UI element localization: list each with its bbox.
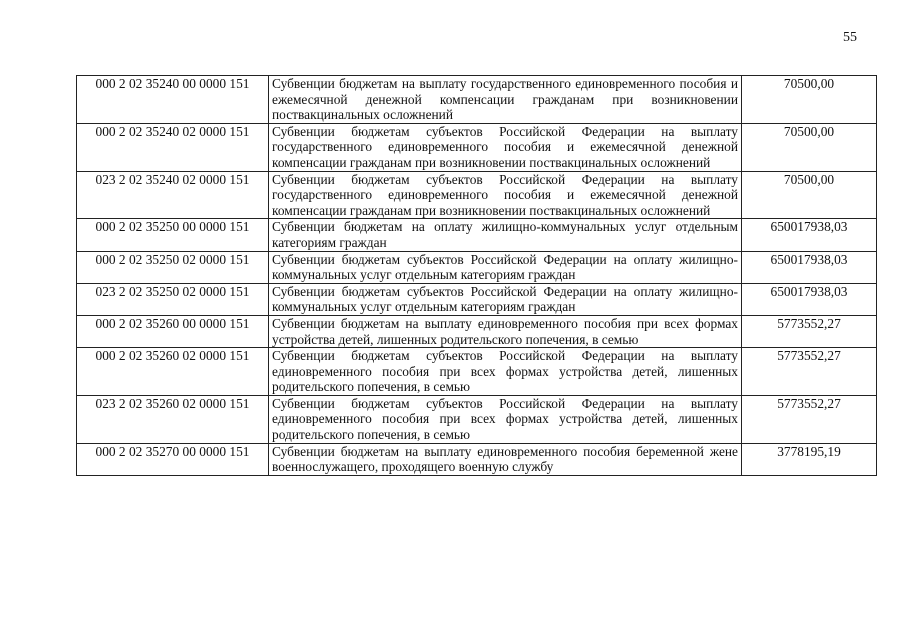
amount-cell: 650017938,03: [742, 251, 877, 283]
description-cell: Субвенции бюджетам на оплату жилищно-коммунальных услуг отдельным категориям граждан: [269, 219, 742, 251]
table-row: [77, 171, 877, 219]
table-row: [77, 348, 877, 396]
description-cell: Субвенции бюджетам на выплату единовременного пособия беременной жене военнослужащего, проходящего военную службу: [269, 443, 742, 475]
table-row: [77, 76, 877, 124]
amount-cell: 70500,00: [742, 123, 877, 171]
budget-code-cell: 000 2 02 35270 00 0000 151: [77, 443, 269, 475]
amount-cell: 70500,00: [742, 171, 877, 219]
description-cell: Субвенции бюджетам субъектов Российской Федерации на выплату государственного единовременного пособия и ежемесячной денежной компенсации гражданам при возникновении поствакцинальных осложнений: [269, 123, 742, 171]
description-cell: Субвенции бюджетам на выплату государственного единовременного пособия и ежемесячной денежной компенсации гражданам при возникновении поствакцинальных осложнений: [269, 76, 742, 124]
amount-cell: 70500,00: [742, 76, 877, 124]
amount-cell: 650017938,03: [742, 283, 877, 315]
budget-table: [76, 75, 877, 476]
table-row: [77, 251, 877, 283]
amount-cell: 5773552,27: [742, 348, 877, 396]
budget-code-cell: 000 2 02 35260 00 0000 151: [77, 315, 269, 347]
description-cell: Субвенции бюджетам субъектов Российской Федерации на оплату жилищно-коммунальных услуг отдельным категориям граждан: [269, 251, 742, 283]
description-cell: Субвенции бюджетам субъектов Российской Федерации на выплату государственного единовременного пособия и ежемесячной денежной компенсации гражданам при возникновении поствакцинальных осложнений: [269, 171, 742, 219]
table-row: [77, 395, 877, 443]
table-row: [77, 219, 877, 251]
page-number: 55: [843, 30, 857, 45]
amount-cell: 3778195,19: [742, 443, 877, 475]
budget-code-cell: 000 2 02 35260 02 0000 151: [77, 348, 269, 396]
budget-code-cell: 000 2 02 35240 02 0000 151: [77, 123, 269, 171]
description-cell: Субвенции бюджетам субъектов Российской Федерации на выплату единовременного пособия при всех формах устройства детей, лишенных родительского попечения, в семью: [269, 395, 742, 443]
budget-code-cell: 023 2 02 35240 02 0000 151: [77, 171, 269, 219]
amount-cell: 650017938,03: [742, 219, 877, 251]
table-row: [77, 315, 877, 347]
amount-cell: 5773552,27: [742, 395, 877, 443]
description-cell: Субвенции бюджетам на выплату единовременного пособия при всех формах устройства детей, лишенных родительского попечения, в семью: [269, 315, 742, 347]
description-cell: Субвенции бюджетам субъектов Российской Федерации на оплату жилищно-коммунальных услуг отдельным категориям граждан: [269, 283, 742, 315]
budget-code-cell: 000 2 02 35250 02 0000 151: [77, 251, 269, 283]
description-cell: Субвенции бюджетам субъектов Российской Федерации на выплату единовременного пособия при всех формах устройства детей, лишенных родительского попечения, в семью: [269, 348, 742, 396]
budget-code-cell: 023 2 02 35260 02 0000 151: [77, 395, 269, 443]
amount-cell: 5773552,27: [742, 315, 877, 347]
table-row: [77, 123, 877, 171]
budget-code-cell: 023 2 02 35250 02 0000 151: [77, 283, 269, 315]
budget-code-cell: 000 2 02 35240 00 0000 151: [77, 76, 269, 124]
table-row: [77, 443, 877, 475]
table-row: [77, 283, 877, 315]
budget-code-cell: 000 2 02 35250 00 0000 151: [77, 219, 269, 251]
